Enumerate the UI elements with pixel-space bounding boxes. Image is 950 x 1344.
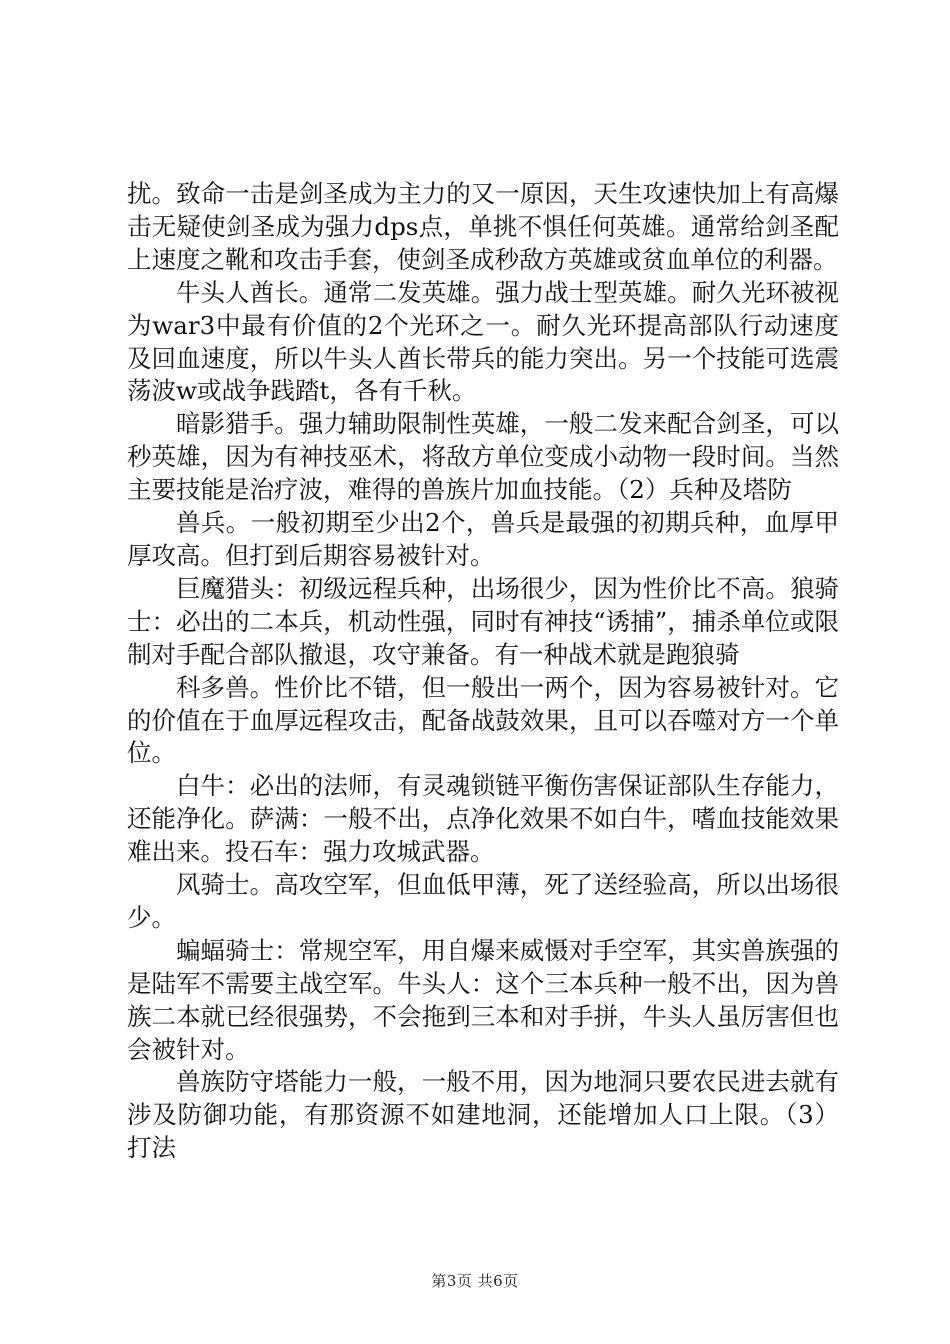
paragraph-5: 巨魔猎头：初级远程兵种，出场很少，因为性价比不高。狼骑士：必出的二本兵，机动性强，同时有神技“诱捕”，捕杀单位或限制对手配合部队撤退，攻守兼备。有一种战术就是跑狼骑 (127, 573, 839, 669)
paragraph-8: 风骑士。高攻空军，但血低甲薄，死了送经验高，所以出场很少。 (127, 870, 839, 932)
paragraph-9: 蝙蝠骑士：常规空军，用自爆来威慑对手空军，其实兽族强的是陆军不需要主战空军。牛头人：这个三本兵种一般不出，因为兽族二本就已经很强势，不会拖到三本和对手拼，牛头人虽厉害但也会被针对。 (127, 935, 839, 1064)
paragraph-1: 扰。致命一击是剑圣成为主力的又一原因，天生攻速快加上有高爆击无疑使剑圣成为强力dps点，单挑不惧任何英雄。通常给剑圣配上速度之靴和攻击手套，使剑圣成秒敌方英雄或贫血单位的利器。 (127, 179, 839, 274)
paragraph-3: 暗影猎手。强力辅助限制性英雄，一般二发来配合剑圣，可以秒英雄，因为有神技巫术，将敌方单位变成小动物一段时间。当然主要技能是治疗波，难得的兽族片加血技能。（2）兵种及塔防 (127, 409, 839, 505)
body-text (127, 178, 839, 1165)
paragraph-6: 科多兽。性价比不错，但一般出一两个，因为容易被针对。它的价值在于血厚远程攻击，配备战鼓效果，且可以吞噬对方一个单位。 (127, 672, 839, 768)
paragraph-10: 兽族防守塔能力一般，一般不用，因为地洞只要农民进去就有涉及防御功能，有那资源不如建地洞，还能增加人口上限。（3）打法 (127, 1067, 839, 1163)
paragraph-7: 白牛：必出的法师，有灵魂锁链平衡伤害保证部队生存能力，还能净化。萨满：一般不出，点净化效果不如白牛，嗜血技能效果难出来。投石车：强力攻城武器。 (127, 771, 839, 867)
paragraph-4: 兽兵。一般初期至少出2个，兽兵是最强的初期兵种，血厚甲厚攻高。但打到后期容易被针对。 (127, 508, 839, 570)
page-number-footer: 第3页 共6页 (431, 1272, 519, 1290)
paragraph-2: 牛头人酋长。通常二发英雄。强力战士型英雄。耐久光环被视为war3中最有价值的2个光环之一。耐久光环提高部队行动速度及回血速度，所以牛头人酋长带兵的能力突出。另一个技能可选震荡波w或战争践踏t，各有千秋。 (127, 277, 839, 406)
